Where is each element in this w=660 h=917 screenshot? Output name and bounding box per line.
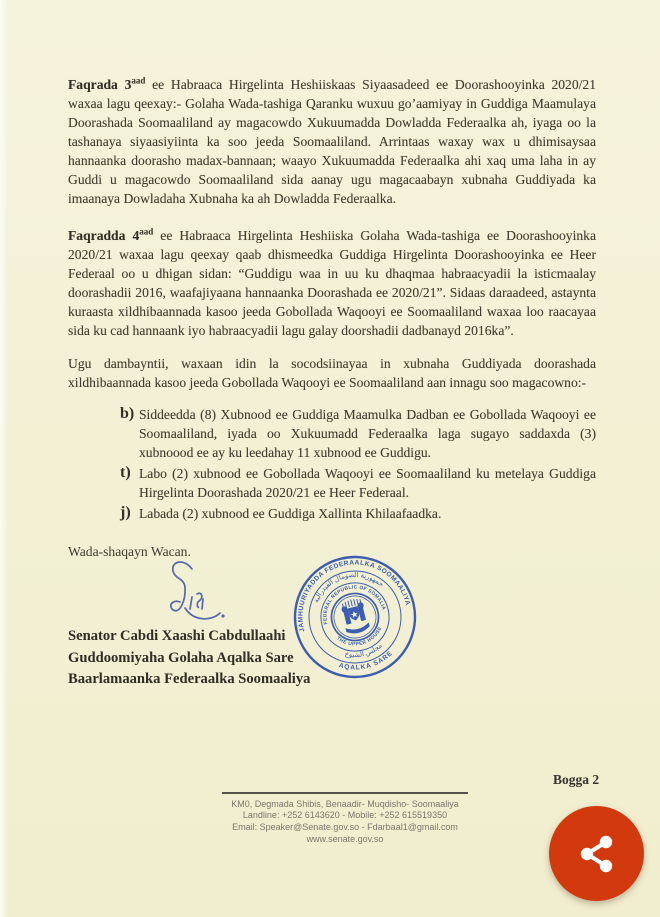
handwritten-signature	[140, 556, 260, 641]
footer-emails: Email: Speaker@Senate.gov.so - Fdarbaal1@gmail.com	[232, 822, 458, 833]
list-item	[120, 464, 596, 502]
footer-website: www.senate.gov.so	[306, 833, 384, 844]
paragraph-faqradda-4	[68, 226, 596, 340]
page-number: Bogga 2	[553, 772, 600, 787]
share-button[interactable]	[549, 806, 644, 901]
footer-divider	[222, 792, 468, 794]
stamp-inner-top-text: FEDERAL REPUBLIC OF SOMALIA	[323, 585, 386, 625]
ordinal-superscript: aad	[139, 226, 154, 237]
members-list	[68, 405, 596, 523]
signatory-title: Guddoomiyaha Golaha Aqalka Sare	[68, 649, 294, 666]
paragraph-text: Ugu dambayntii, waxaan idin la socodsiinayaa in xubnaha Guddiyada doorashada xildhibaannada kasoo jeeda Gobollada Waqooyi ee Soomaaliland aan innagu soo magacowno:-	[68, 356, 596, 390]
coat-of-arms-icon	[339, 597, 371, 636]
paragraph-text: ee Habraaca Hirgelinta Heshiiska Golaha Wada-tashiga ee Doorashooyinka 2020/21 waxaa lagu qeexay qaab dhismeedka Guddiga Hirgelinta Doorashooyinka ee Heer Federaal oo u dhigan sidan: “Guddigu waa in uu ku dhaqmaa habraacyadii la isticmaalay doorashadii 2016, waafajiyaana hannaanka Doorashada ee 2020/21”. Sidaas daraadeed, astaynta kuraasta xildhibaannada kasoo jeeda Gobollada Waqooyi ee Soomaaliland waxaa loo raacayaa sida ku cad hannaank iyo habraacyadii lagu galay doorshadii dadbanayd 2016ka”.	[68, 228, 596, 338]
signatory-name: Senator Cabdi Xaashi Cabdullaahi	[68, 628, 286, 644]
share-icon	[575, 832, 619, 876]
paragraph-lead: Faqradda 4	[68, 228, 140, 243]
stamp-outer-top-text: JAMHUURIYADDA FEDERAALKA SOOMAALIYA	[297, 559, 412, 633]
list-marker: t)	[120, 464, 131, 481]
stamp-arabic-bottom-text: مجلس الشيوخ	[344, 642, 384, 660]
paragraph-text: ee Habraaca Hirgelinta Heshiiskaas Siyaasadeed ee Doorashooyinka 2020/21 waxaa lagu qeexay:- Golaha Wada-tashiga Qaranku wuxuu go’aamiyay in Guddiga Maamulaya Doorashada Soomaaliland ay magacowdo Xukuumadda Dowladda Federaalka ah, iyaga oo la tashanaya siyaasiyiinta ka soo jeeda Soomaaliland. Arrintaas waxay wax u dhimisaysaa hannaanka doorasho madax-bannaan; waayo Xukuumadda Federaalka ahi xaq uma laha in ay Guddi u magacowdo Soomaaliland sida aanay ugu magacaabayn xubnaha Guddiyada ka imaanaya Dowladaha Xubnaha ka ah Dowladda Federaalka.	[68, 77, 597, 206]
list-item	[120, 504, 596, 523]
list-item-text: Labo (2) xubnood ee Gobollada Waqooyi ee Soomaaliland ku metelaya Guddiga Hirgelinta Doorashada 2020/21 ee Heer Federaal.	[139, 466, 596, 500]
list-marker: j)	[120, 504, 131, 521]
signatory-organization: Baarlamaanka Federaalka Soomaaliya	[68, 671, 311, 687]
ordinal-superscript: aad	[131, 75, 146, 86]
stamp-outer-bottom-text: AQALKA SARE	[337, 649, 395, 672]
paragraph-closing-intro	[68, 354, 596, 392]
stamp-arabic-top-text: جمهورية الصومال الفيدرالية	[312, 571, 385, 604]
stamp-inner-bottom-text: THE UPPER HOUSE	[335, 626, 384, 648]
footer-phones: Landline: +252 6143620 - Mobile: +252 615519350	[242, 810, 448, 821]
paragraph-lead: Faqrada 3	[68, 77, 132, 92]
closing-salutation: Wada-shaqayn Wacan.	[68, 544, 191, 559]
list-item-text: Labada (2) xubnood ee Guddiga Xallinta Khilaafaadka.	[139, 506, 442, 521]
paragraph-faqrada-3	[68, 75, 596, 208]
footer-address: KM0, Degmada Shibis, Benaadir- Muqdisho- Soomaaliya	[231, 798, 459, 809]
list-item	[120, 405, 596, 462]
list-item-text: Siddeedda (8) Xubnood ee Guddiga Maamulka Dadban ee Gobollada Waqooyi ee Soomaaliland, iyada oo Xukuumadd Federaalka laga sugayo saddaxda (3) xubnoood ee ay ku leedahay 11 xubnood ee Guddigu.	[139, 407, 596, 460]
list-marker: b)	[120, 405, 135, 422]
